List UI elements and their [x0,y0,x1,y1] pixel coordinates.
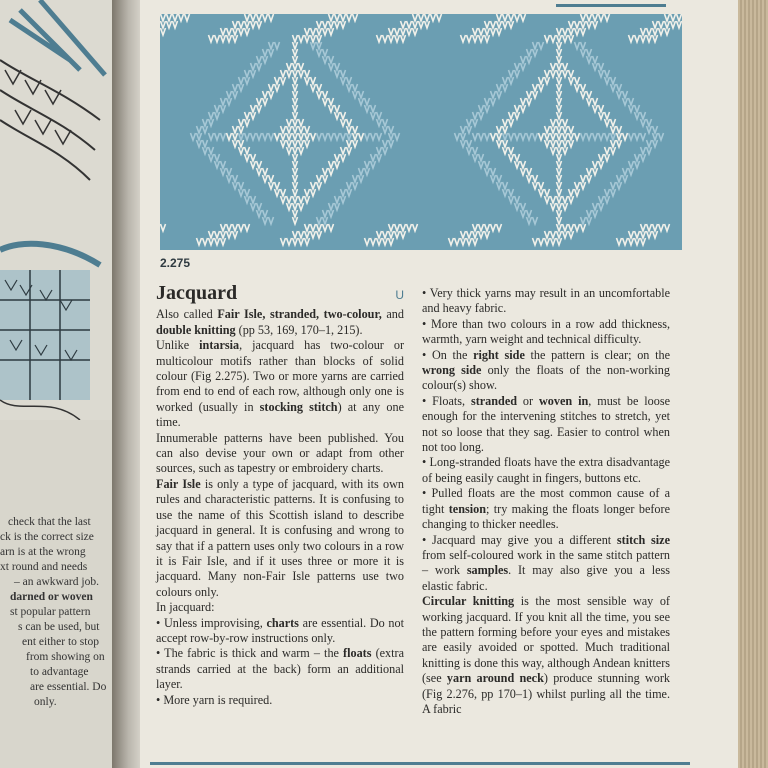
text-run: • Pulled floats are the most common cause of a tight [422,486,670,516]
text-run: Also called [156,307,218,322]
top-rule [556,4,666,7]
text-run: • Floats, [422,393,471,408]
paragraph [422,394,670,456]
text-run: is the most sensible way of working jacquard. If you knit all the time, you see the pattern forming before your eyes and mistakes are easily avoided or spotted. Much traditional knitting is done this way, although Andean knitters (see [422,594,670,686]
text-run: is only a type of jacquard, with its own rules and characteristic patterns. It is confusing to use the name of this Scottish island to describe jacquard in general. It is confusing and wrong to say that if a pattern uses only two colours in a row it is Fair Isle, and if it uses three or more it is jacquard. Many non-Fair Isle patterns use two colours only. [156,476,404,599]
left-line: ent either to stop [22,636,99,648]
paragraph [156,338,404,430]
paragraph [156,616,404,647]
left-page-text [0,515,120,710]
text-run: . It may also give you a less elastic fabric. [422,563,670,593]
paragraph [422,455,670,486]
bold-term: stranded [470,393,518,408]
left-line: to advantage [30,666,89,678]
figure-label: 2.275 [160,256,191,270]
entry-header [156,282,404,304]
bold-term: charts [266,615,299,630]
text-run: Unlike [156,338,200,353]
bold-term: intarsia [199,338,240,353]
text-run: , must be loose enough for the intervening stitches to stretch, yet not so loose that they sag. Easier to control when not too long. [422,393,670,455]
text-run: ) produce stunning work (Fig 2.276, pp 170–1) whilst purling all the time. A fabric [422,671,670,716]
text-run: and [381,307,404,322]
fair-isle-knit-swatch-illustration [160,14,682,250]
left-line: xt round and needs [0,561,88,573]
left-line: ck is the correct size [0,531,94,543]
text-run: only the floats of the non-working colour(s) show. [422,363,670,393]
paragraph [156,477,404,600]
left-line: are essential. Do [30,681,107,693]
text-run: In jacquard: [156,600,215,615]
left-column [156,282,405,708]
bold-term: Circular knitting [422,594,515,609]
left-line: s can be used, but [18,621,100,633]
text-run: • Long-stranded floats have the extra disadvantage of being easily caught in fingers, buttons etc. [422,455,670,485]
text-run: (pp 53, 169, 170–1, 215). [235,322,363,337]
paragraph [156,307,404,338]
paragraph [156,431,404,477]
right-column [422,286,670,717]
text-run: are essential. Do not accept row-by-row instructions only. [156,615,405,645]
left-line: darned or woven [10,591,93,603]
bold-term: yarn around neck [446,671,544,686]
text-run: • Very thick yarns may result in an uncomfortable and heavy fabric. [422,286,670,316]
text-run: , jacquard has two-colour or multicolour motifs rather than blocks of solid colour (Fig 2.275). Two or more yarns are carried from end to end of each row, although only one is worked (usually in [156,338,404,414]
text-run: • Unless improvising, [156,615,267,630]
bold-term: stocking stitch [259,399,338,414]
text-run: from self-coloured work in the same stitch pattern – work [422,547,670,578]
paragraph [156,646,404,692]
text-run: • Jacquard may give you a different [422,532,617,547]
paragraph [422,286,670,317]
paragraph [422,533,670,595]
entry-title: Jacquard [156,282,238,304]
right-column-body [422,286,670,717]
left-line: arn is at the wrong [0,546,86,558]
text-run: ) at any one time. [156,399,404,430]
left-column-body [156,307,404,708]
text-run: • The fabric is thick and warm – the [156,646,344,661]
paragraph [422,317,670,348]
paragraph [156,693,404,708]
left-line: st popular pattern [10,606,91,618]
left-line: only. [34,696,57,708]
bold-term: stitch size [616,532,670,547]
paragraph [422,348,670,394]
text-run: • More yarn is required. [156,692,273,707]
bold-term: Fair Isle, stranded, two-colour, [217,307,382,322]
text-run: the pattern is clear; on the [524,347,670,362]
left-line: – an awkward job. [14,576,99,588]
knitting-needles-illustration [0,0,120,420]
left-line: check that the last [8,516,91,528]
paragraph [422,486,670,532]
bold-term: tension [448,501,486,516]
bold-term: wrong side [422,363,482,378]
text-run: • On the [422,347,474,362]
text-run: (extra strands carried at the back) form an additional layer. [156,646,404,692]
bold-term: double knitting [156,322,236,337]
bold-term: Fair Isle [156,476,201,491]
bold-term: samples [466,563,509,578]
text-run: Innumerable patterns have been published. You can also devise your own or adapt from other sources, such as tapestry or embroidery charts. [156,430,404,476]
page-edges [738,0,768,768]
text-run: or [517,393,539,408]
text-run: ; try making the floats longer before changing to thicker needles. [422,501,670,532]
text-run: • More than two colours in a row add thickness, warmth, yarn weight and technical difficulty. [422,316,670,347]
bottom-rule [150,762,690,765]
bold-term: right side [473,347,525,362]
bold-term: floats [343,646,372,661]
bold-term: woven in [539,393,589,408]
paragraph [156,600,404,615]
left-line: from showing on [26,651,105,663]
left-page [0,0,120,768]
paragraph [422,594,670,717]
entry-tag: U [395,288,404,302]
